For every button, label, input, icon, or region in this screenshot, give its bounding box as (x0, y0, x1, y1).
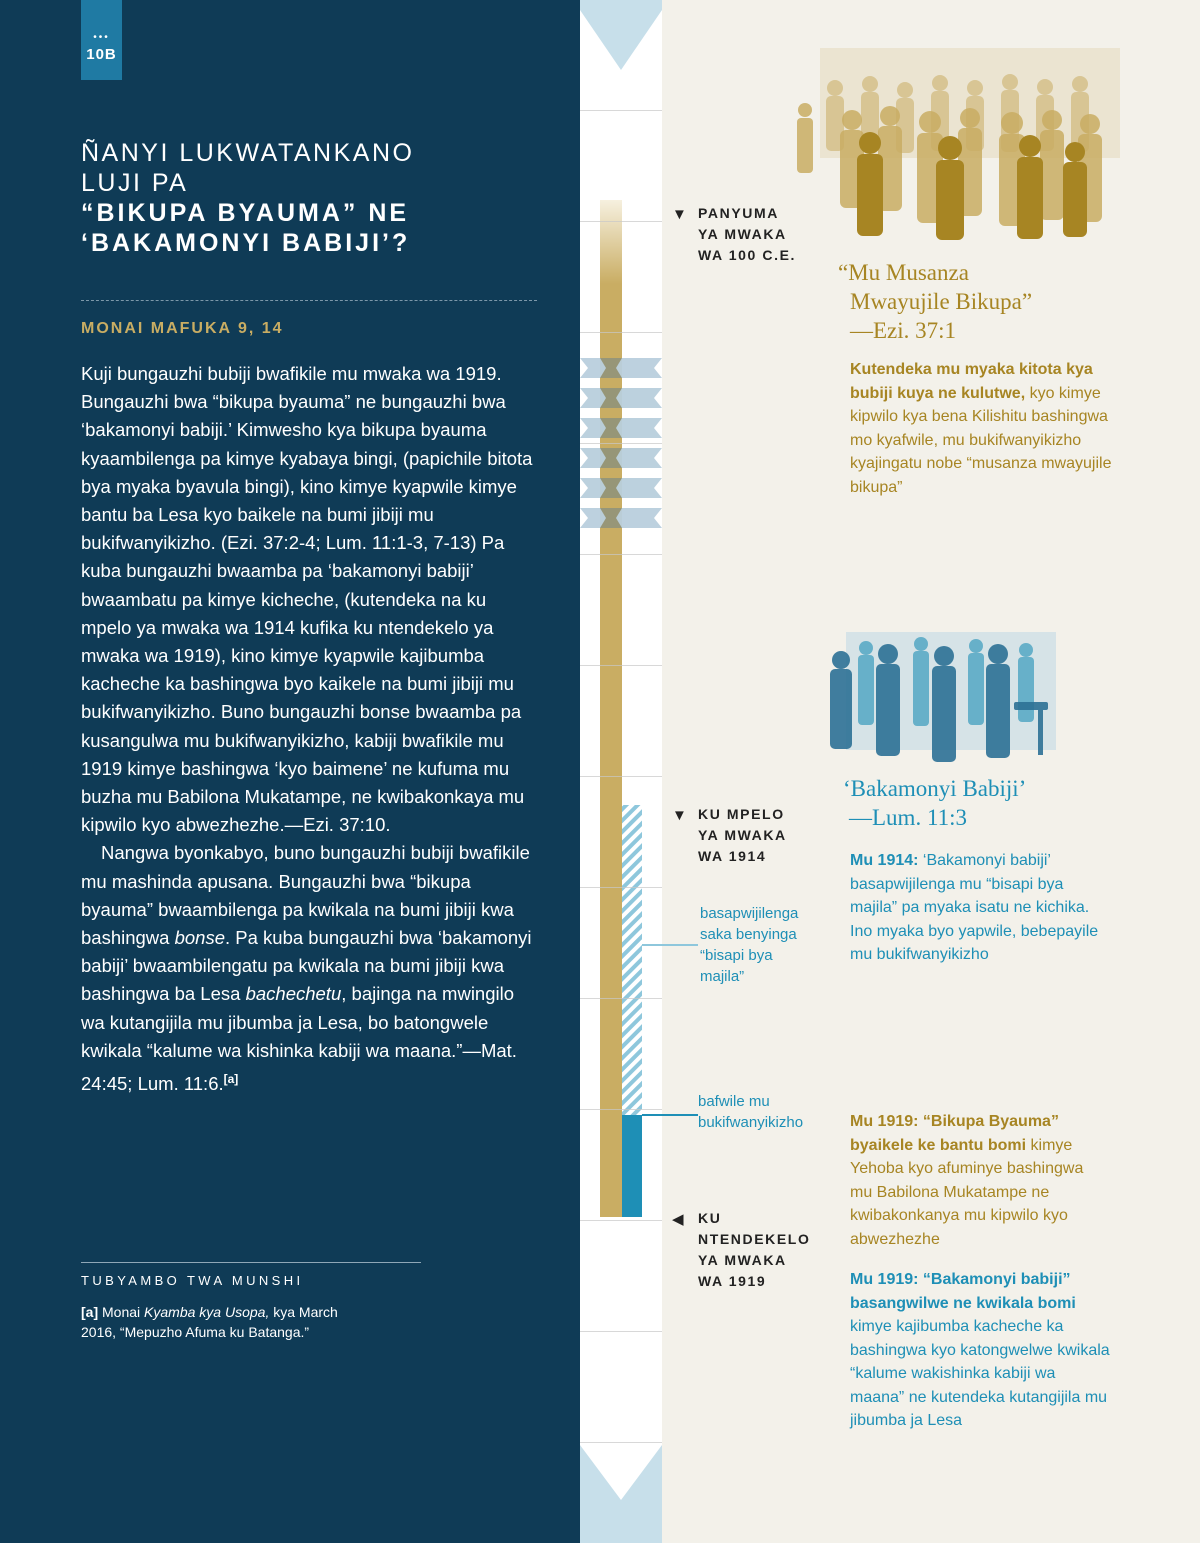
body-paragraph-1: Kuji bungauzhi bubiji bwafikile mu mwaka wa 1919. Bungauzhi bwa “bikupa byauma” ne bungauzhi bwa ‘bakamonyi babiji.’ Kimwesho kya bikupa byauma kyaambilenga pa kimye kyabaya bingi, (papichile bitota bya myaka byavula bingi), kino kimye kyapwile kimye bantu ba Lesa kyo baikele na bumi jibiji mu bukifwanyikizho. (Ezi. 37:2-4; Lum. 11:1-3, 7-13) Pa kuba bungauzhi bwaamba pa ‘bakamonyi babiji’ bwaambatu pa kimye kicheche, (kutendeka na ku mpelo ya mwaka wa 1914 kufika ku ntendekelo ya mwaka wa 1919), kino kimye kyapwile kajibumba kacheche ka bashingwa byo kaikele na bumi jibiji mu bukifwanyikizho. Buno bungauzhi bonse bwaamba pa kusangulwa mu bukifwanyikizho, kabiji bwafikile mu 1919 kimye bashingwa ‘kyo baimene’ ne kufuma mu buzha mu Babilona Mukatampe, ne kwibakonkaya mu kipwilo kyo abwezhezhe.—Ezi. 37:10. (81, 363, 533, 836)
emphasis-bachechetu: bachechetu (245, 983, 342, 1005)
marker-100-ce: ▼ PANYUMA YA MWAKA WA 100 C.E. (672, 205, 796, 263)
marker-1914: ▼ KU MPELO YA MWAKA WA 1914 (672, 806, 787, 864)
label-dead: bafwile mu bukifwanyikizho (698, 1093, 804, 1131)
title-line-2: LUJI PA (81, 169, 189, 197)
page-tab-dots: ••• (93, 32, 110, 43)
sackcloth-connector (662, 944, 698, 946)
witnesses-title: ‘Bakamonyi Babiji’ —Lum. 11:3 (843, 776, 1027, 830)
body-paragraph-2 (81, 839, 541, 1098)
footnotes-heading: TUBYAMBO TWA MUNSHI (81, 1273, 304, 1288)
footnote-text-a: Monai (98, 1304, 145, 1320)
body-paragraph-2-part-a: Nangwa byonkabyo, buno bungauzhi bubiji bwafikile mu mashinda apusana. Bungauzhi bwa “bikupa byauma” bwaambilenga pa kwikala na bumi jibiji kwa bashingwa (81, 842, 530, 949)
label-sackcloth: basapwijilenga saka benyinga “bisapi bya majila” (700, 905, 799, 985)
witnesses-illustration (826, 632, 1056, 764)
footnote-mark: [a] (81, 1304, 99, 1320)
page-title (81, 138, 551, 258)
timeline-gridlines (580, 0, 662, 1543)
footnote-ref-link[interactable]: [a] (223, 1072, 239, 1087)
left-triangle-icon: ◀ (672, 1211, 684, 1228)
bones-description: Kutendeka mu myaka kitota kya bubiji kuya ne kulutwe, kyo kimye kipwilo kya bena Kilishitu bashingwa mo kyafwile, mu bukifwanyikizho kyajingatu nobe “musanza mwayujile bikupa” (850, 361, 1112, 496)
bones-title: “Mu Musanza Mwayujile Bikupa” —Ezi. 37:1 (838, 260, 1033, 343)
witnesses-1919-description: Mu 1919: “Bakamonyi babiji” basangwilwe ne kwikala bomi kimye kajibumba kacheche ka bashingwa kyo katongwelwe kwikala “kalume wakishinka kabiji wa maana” ne kutendeka kutangijila mu jibumba ja Lesa (850, 1271, 1110, 1429)
down-triangle-icon: ▼ (672, 807, 687, 824)
title-divider (81, 300, 537, 301)
crowd-illustration (790, 48, 1120, 243)
body-paragraph-2-part-b: . Pa kuba bungauzhi bwa ‘bakamonyi babiji’ bwaambilengatu pa kwikala na bumi jibiji kwa bashingwa ba Lesa (81, 927, 532, 1005)
title-line-4: ‘BAKAMONYI BABIJI’? (81, 229, 411, 257)
bones-1919-description: Mu 1919: “Bikupa Byauma” byaikele ke bantu bomi kimye Yehoba kyo afuminye bashingwa mu Babilona Mukatampe ne kwibakonkanya mu kipwilo kyo abwezhezhe (850, 1113, 1084, 1248)
footnote-a (81, 1302, 371, 1342)
page-number: 10B (86, 46, 117, 63)
title-line-1: ÑANYI LUKWATANKANO (81, 139, 415, 167)
down-triangle-icon: ▼ (672, 206, 687, 223)
emphasis-bonse: bonse (174, 927, 225, 949)
title-line-3: “BIKUPA BYAUMA” NE (81, 199, 410, 227)
marker-1919: ◀ KU NTENDEKELO YA MWAKA WA 1919 (672, 1210, 811, 1289)
body-paragraph-2-part-c: , bajinga na mwingilo wa kutangijila mu jibumba ja Lesa, bo batongwele kwikala “kalume wa kishinka kabiji wa maana.”—Mat. 24:45; Lum. 11:6. (81, 983, 517, 1095)
footnote-publication: Kyamba kya Usopa, (144, 1304, 270, 1320)
scripture-reference: MONAI MAFUKA 9, 14 (81, 320, 284, 337)
dead-connector (662, 1114, 698, 1116)
footnote-divider (81, 1262, 421, 1263)
footnote-text-b: kya March 2016, “Mepuzho Afuma ku Batanga.” (81, 1304, 338, 1340)
witnesses-description: Mu 1914: ‘Bakamonyi babiji’ basapwijilenga mu “bisapi bya majila” pa myaka isatu ne kichika. Ino myaka byo yapwile, bebepayile mu bukifwanyikizho (850, 852, 1099, 963)
article-body (81, 360, 541, 1098)
page-tab (81, 0, 122, 80)
